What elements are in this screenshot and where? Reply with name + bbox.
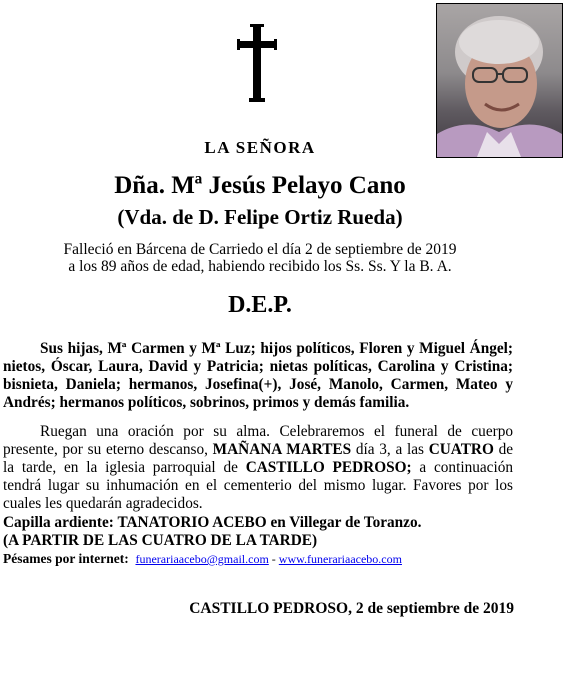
portrait-photo [436, 3, 563, 158]
deceased-name: Dña. Mª Jesús Pelayo Cano [114, 172, 406, 199]
latin-cross-icon [237, 24, 277, 102]
funeral-text-3: de la tarde, en la iglesia parroquial de [3, 441, 514, 476]
death-line-1: Falleció en Bárcena de Carriedo el día 2 de septiembre de 2019 [63, 241, 457, 258]
footer-place-date: CASTILLO PEDROSO, 2 de septiembre de 2019 [189, 600, 514, 617]
funeral-hour: CUATRO [428, 441, 494, 458]
funeral-text-4: a continuación tendrá lugar su inhumación en el cementerio del mismo lugar. Favores por los cuales les quedarán agradecidos. [3, 459, 513, 512]
title-la-senora: LA SEÑORA [204, 138, 316, 157]
family-paragraph: Sus hijas, Mª Carmen y Mª Luz; hijos políticos, Floren y Miguel Ángel; nietos, Óscar, Laura, David y Patricia; nietas políticas, Carolina y Cristina; bisnieta, Daniela; hermanos, Josefina(+), José, Manolo, Carmen, Mateo y Andrés; hermanos políticos, sobrinos, primos y demás familia. [3, 340, 513, 411]
funeral-day: MAÑANA MARTES [212, 441, 352, 458]
condolences-label: Pésames por internet: [3, 551, 129, 566]
link-separator: - [268, 552, 279, 566]
website-link[interactable]: www.funerariaacebo.com [278, 552, 402, 566]
condolences-line [3, 551, 402, 567]
funeral-place: CASTILLO PEDROSO; [245, 459, 412, 476]
death-line-2: a los 89 años de edad, habiendo recibido los Ss. Ss. Y la B. A. [68, 258, 452, 275]
chapel-line: Capilla ardiente: TANATORIO ACEBO en Villegar de Toranzo. [3, 514, 422, 531]
widow-of: (Vda. de D. Felipe Ortiz Rueda) [117, 205, 403, 229]
funeral-text-1: Ruegan una oración por su alma. Celebraremos el funeral de cuerpo presente, por su eterno descanso, [3, 423, 513, 458]
rip-heading: D.E.P. [228, 292, 292, 318]
death-notice [0, 241, 520, 275]
email-link[interactable]: funerariaacebo@gmail.com [135, 552, 269, 566]
funeral-paragraph [3, 423, 513, 513]
funeral-text-2: día 3, a las [351, 441, 429, 458]
from-time-line: (A PARTIR DE LAS CUATRO DE LA TARDE) [3, 532, 318, 549]
